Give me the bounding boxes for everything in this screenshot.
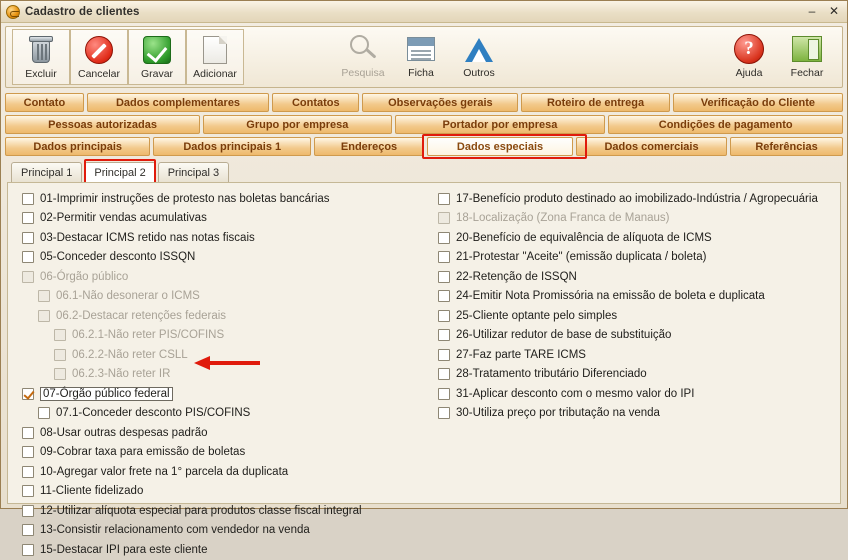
- toolbar-label-outros: Outros: [463, 67, 495, 79]
- title-bar: [1, 1, 847, 23]
- checkbox-05[interactable]: [22, 251, 34, 263]
- option-row: [22, 287, 424, 307]
- checkbox-13[interactable]: [22, 524, 34, 536]
- option-row[interactable]: [22, 423, 424, 443]
- option-label: 07-Órgão público federal: [40, 387, 173, 401]
- toolbar-button-fechar[interactable]: [778, 29, 836, 85]
- option-row[interactable]: [22, 482, 424, 502]
- option-label: 22-Retenção de ISSQN: [456, 270, 577, 283]
- toolbar-label-pesquisa: Pesquisa: [341, 67, 385, 79]
- triangle-icon: [465, 32, 493, 66]
- option-label: 15-Destacar IPI para este cliente: [40, 543, 208, 556]
- inner-tab-principal-3[interactable]: Principal 3: [158, 162, 229, 182]
- checkbox-06-1: [38, 290, 50, 302]
- tab-dados-comerciais[interactable]: Dados comerciais: [576, 137, 727, 156]
- magnifier-icon: [348, 32, 378, 66]
- checkbox-26[interactable]: [438, 329, 450, 341]
- inner-tab-principal-1[interactable]: Principal 1: [11, 162, 82, 182]
- tab-condicoes-de-pagamento[interactable]: Condições de pagamento: [608, 115, 843, 134]
- checkbox-10[interactable]: [22, 466, 34, 478]
- option-label: 20-Benefício de equivalência de alíquota de ICMS: [456, 231, 712, 244]
- toolbar-label-ajuda: Ajuda: [735, 67, 763, 79]
- checkbox-06-2-1: [54, 329, 66, 341]
- toolbar-label-excluir: Excluir: [25, 68, 57, 80]
- checkbox-27[interactable]: [438, 349, 450, 361]
- save-check-icon: [143, 33, 171, 67]
- option-row[interactable]: [438, 326, 840, 346]
- option-label: 06.2.1-Não reter PIS/COFINS: [72, 329, 225, 342]
- option-label: 10-Agregar valor frete na 1° parcela da duplicata: [40, 465, 289, 478]
- checkbox-06: [22, 271, 34, 283]
- trash-icon: [29, 33, 53, 67]
- tab-portador-por-empresa[interactable]: Portador por empresa: [395, 115, 606, 134]
- checkbox-08[interactable]: [22, 427, 34, 439]
- option-row[interactable]: [438, 287, 840, 307]
- toolbar-button-cancelar[interactable]: [70, 29, 128, 85]
- checkbox-31[interactable]: [438, 388, 450, 400]
- red-arrow-annotation: [194, 356, 260, 370]
- toolbar-button-ficha[interactable]: [392, 29, 450, 85]
- checkbox-07[interactable]: [22, 388, 34, 400]
- option-row[interactable]: [438, 189, 840, 209]
- option-label: 12-Utilizar alíquota especial para produtos classe fiscal integral: [40, 504, 362, 517]
- toolbar-label-adicionar: Adicionar: [193, 68, 237, 80]
- option-row[interactable]: [438, 228, 840, 248]
- option-label: 06.2-Destacar retenções federais: [56, 309, 227, 322]
- cancel-icon: [85, 33, 113, 67]
- toolbar-label-fechar: Fechar: [790, 67, 824, 79]
- checkbox-06-2: [38, 310, 50, 322]
- option-row[interactable]: [22, 540, 424, 560]
- option-label: 01-Imprimir instruções de protesto nas boletas bancárias: [40, 192, 330, 205]
- option-row-selected[interactable]: [22, 384, 424, 404]
- checkbox-30[interactable]: [438, 407, 450, 419]
- tab-contatos[interactable]: Contatos: [272, 93, 359, 112]
- tab-dados-especiais[interactable]: Dados especiais: [427, 137, 573, 156]
- checkbox-06-2-3: [54, 368, 66, 380]
- tab-row-1: [5, 93, 843, 112]
- tab-row-3: [5, 137, 843, 156]
- toolbar-button-gravar[interactable]: [128, 29, 186, 85]
- option-row[interactable]: [438, 248, 840, 268]
- tab-pessoas-autorizadas[interactable]: Pessoas autorizadas: [5, 115, 200, 134]
- option-label: 13-Consistir relacionamento com vendedor na venda: [40, 524, 310, 537]
- tab-referencias[interactable]: Referências: [730, 137, 843, 156]
- toolbar-button-ajuda[interactable]: [720, 29, 778, 85]
- checkbox-11[interactable]: [22, 485, 34, 497]
- option-label: 06.2.2-Não reter CSLL: [72, 348, 188, 361]
- toolbar-label-gravar: Gravar: [140, 68, 174, 80]
- option-row[interactable]: [438, 267, 840, 287]
- option-row[interactable]: [438, 404, 840, 424]
- tab-roteiro-de-entrega[interactable]: Roteiro de entrega: [521, 93, 669, 112]
- option-label: 18-Localização (Zona Franca de Manaus): [456, 212, 670, 225]
- option-label: 31-Aplicar desconto com o mesmo valor do IPI: [456, 387, 695, 400]
- tab-dados-complementares[interactable]: Dados complementares: [87, 93, 269, 112]
- option-row: [22, 306, 424, 326]
- tab-verificacao-do-cliente[interactable]: Verificação do Cliente: [673, 93, 843, 112]
- checkbox-06-2-2: [54, 349, 66, 361]
- checkbox-09[interactable]: [22, 446, 34, 458]
- option-row: [22, 267, 424, 287]
- checkbox-28[interactable]: [438, 368, 450, 380]
- option-label: 28-Tratamento tributário Diferenciado: [456, 368, 647, 381]
- option-row: [22, 326, 424, 346]
- checkbox-21[interactable]: [438, 251, 450, 263]
- option-row: [438, 209, 840, 229]
- option-row[interactable]: [22, 521, 424, 541]
- option-row[interactable]: [22, 462, 424, 482]
- option-row[interactable]: [22, 501, 424, 521]
- option-label: 26-Utilizar redutor de base de substituição: [456, 329, 672, 342]
- option-row[interactable]: [22, 209, 424, 229]
- checkbox-24[interactable]: [438, 290, 450, 302]
- option-label: 02-Permitir vendas acumulativas: [40, 212, 207, 225]
- right-option-column: [424, 189, 840, 560]
- option-label: 11-Cliente fidelizado: [40, 485, 144, 498]
- checkbox-25[interactable]: [438, 310, 450, 322]
- option-row[interactable]: [22, 228, 424, 248]
- option-row[interactable]: [438, 365, 840, 385]
- checkbox-02[interactable]: [22, 212, 34, 224]
- checkbox-15[interactable]: [22, 544, 34, 556]
- checkbox-12[interactable]: [22, 505, 34, 517]
- toolbar-label-ficha: Ficha: [408, 67, 434, 79]
- checkbox-22[interactable]: [438, 271, 450, 283]
- checkbox-01[interactable]: [22, 193, 34, 205]
- option-label: 08-Usar outras despesas padrão: [40, 426, 208, 439]
- tab-row-2: [5, 115, 843, 134]
- toolbar-label-cancelar: Cancelar: [77, 68, 121, 80]
- tab-grupo-por-empresa[interactable]: Grupo por empresa: [203, 115, 391, 134]
- tab-observacoes-gerais[interactable]: Observações gerais: [362, 93, 518, 112]
- option-label: 21-Protestar "Aceite" (emissão duplicata / boleta): [456, 251, 707, 264]
- checkbox-03[interactable]: [22, 232, 34, 244]
- option-label: 25-Cliente optante pelo simples: [456, 309, 618, 322]
- option-label: 06.1-Não desonerar o ICMS: [56, 290, 200, 303]
- exit-door-icon: [792, 32, 822, 66]
- close-icon[interactable]: ✕: [828, 4, 840, 18]
- tab-dados-principais[interactable]: Dados principais: [5, 137, 150, 156]
- option-label: 06-Órgão público: [40, 270, 129, 283]
- checkbox-17[interactable]: [438, 193, 450, 205]
- option-row[interactable]: [438, 306, 840, 326]
- toolbar-button-excluir[interactable]: [12, 29, 70, 85]
- option-row[interactable]: [22, 189, 424, 209]
- left-option-column: [8, 189, 424, 560]
- checkbox-20[interactable]: [438, 232, 450, 244]
- option-label: 05-Conceder desconto ISSQN: [40, 251, 196, 264]
- toolbar-button-outros[interactable]: [450, 29, 508, 85]
- option-label: 03-Destacar ICMS retido nas notas fiscais: [40, 231, 255, 244]
- option-row[interactable]: [22, 443, 424, 463]
- option-row[interactable]: [438, 345, 840, 365]
- inner-tab-bar: [11, 162, 847, 182]
- toolbar-button-adicionar[interactable]: [186, 29, 244, 85]
- option-label: 06.2.3-Não reter IR: [72, 368, 171, 381]
- tab-rows: [5, 93, 843, 156]
- inner-tab-principal-2[interactable]: Principal 2: [84, 162, 155, 182]
- option-label: 24-Emitir Nota Promissória na emissão de boleta e duplicata: [456, 290, 765, 303]
- checkbox-18: [438, 212, 450, 224]
- window-title: Cadastro de clientes: [25, 5, 140, 18]
- options-panel: [7, 182, 841, 556]
- minimize-icon[interactable]: –: [808, 4, 816, 18]
- checkbox-07-1[interactable]: [38, 407, 50, 419]
- option-row[interactable]: [22, 248, 424, 268]
- option-row[interactable]: [22, 404, 424, 424]
- tab-enderecos[interactable]: Endereços: [314, 137, 424, 156]
- option-label: 09-Cobrar taxa para emissão de boletas: [40, 446, 246, 459]
- main-toolbar: [5, 26, 843, 88]
- toolbar-button-pesquisa[interactable]: [334, 29, 392, 85]
- help-icon: ?: [734, 32, 764, 66]
- window-controls: [805, 3, 841, 19]
- option-label: 07.1-Conceder desconto PIS/COFINS: [56, 407, 251, 420]
- option-label: 17-Benefício produto destinado ao imobilizado-Indústria / Agropecuária: [456, 192, 818, 205]
- option-label: 30-Utiliza preço por tributação na venda: [456, 407, 660, 420]
- tab-contato[interactable]: Contato: [5, 93, 84, 112]
- option-row[interactable]: [438, 384, 840, 404]
- new-document-icon: [203, 33, 227, 67]
- option-label: 27-Faz parte TARE ICMS: [456, 348, 586, 361]
- app-icon: [6, 5, 20, 19]
- tab-dados-principais-1[interactable]: Dados principais 1: [153, 137, 311, 156]
- card-icon: [407, 32, 435, 66]
